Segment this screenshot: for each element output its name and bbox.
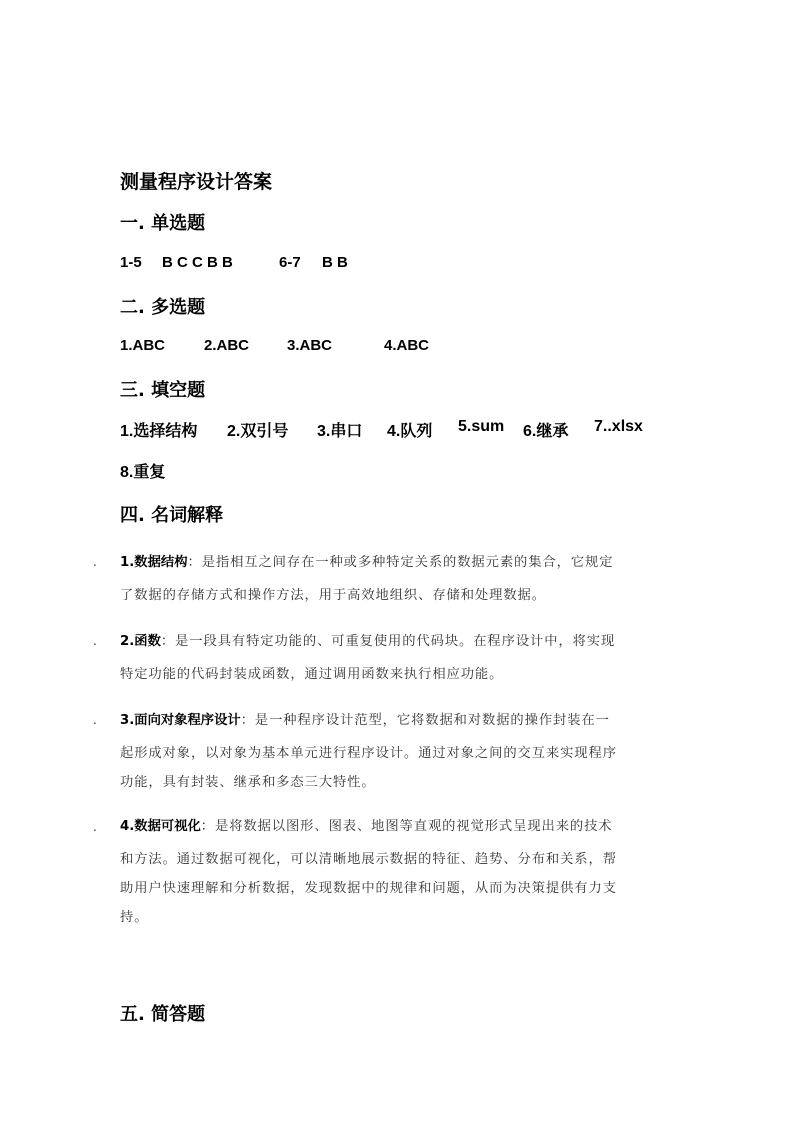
definition-line: 助用户快速理解和分析数据，发现数据中的规律和问题，从而为决策提供有力支 [120, 881, 617, 896]
definition-line: 起形成对象，以对象为基本单元进行程序设计。通过对象之间的交互来实现程序 [120, 746, 617, 761]
list-bullet: . [93, 713, 97, 727]
answer-value: B B [322, 254, 348, 271]
definition-term: 4.数据可视化 [120, 819, 201, 834]
answer-value: 1.选择结构 [120, 423, 198, 440]
answer-range: 6-7 [279, 254, 301, 271]
definition-text: ：是将数据以图形、图表、地图等直观的视觉形式呈现出来的技术 [200, 819, 613, 834]
definition-line [120, 546, 675, 579]
answer-value: 3.ABC [287, 337, 333, 354]
answer-value: 3.串口 [317, 423, 363, 440]
definition-item [120, 810, 675, 934]
answer-value: 4.ABC [384, 337, 430, 354]
answer-value: 6.继承 [523, 423, 569, 440]
document-title: 测量程序设计答案 [120, 171, 273, 193]
definition-line: 特定功能的代码封装成函数，通过调用函数来执行相应功能。 [120, 667, 504, 682]
definition-line: 了数据的存储方式和操作方法，用于高效地组织、存储和处理数据。 [120, 588, 546, 603]
list-bullet: . [93, 634, 97, 648]
answer-value: 7..xlsx [594, 418, 643, 435]
answer-value: 2.ABC [204, 337, 250, 354]
definition-line: 持。 [120, 910, 149, 925]
definition-text: ：是一段具有特定功能的、可重复使用的代码块。在程序设计中，将实现 [160, 634, 616, 649]
definition-line: 功能，具有封装、继承和多态三大特性。 [120, 775, 376, 790]
answer-value: 2.双引号 [227, 423, 289, 440]
answer-value: 1.ABC [120, 337, 166, 354]
definition-text: ：是指相互之间存在一种或多种特定关系的数据元素的集合，它规定 [187, 555, 614, 570]
section-heading-single-choice: 一. 单选题 [120, 213, 206, 234]
definition-line: 和方法。通过数据可视化，可以清晰地展示数据的特征、趋势、分布和关系，帮 [120, 852, 617, 867]
definition-term: 2.函数 [120, 634, 161, 649]
definition-term: 3.面向对象程序设计 [120, 713, 241, 728]
section-heading-multiple-choice: 二. 多选题 [120, 297, 206, 318]
answer-value: 4.队列 [387, 423, 433, 440]
section-heading-fill-in: 三. 填空题 [120, 380, 206, 401]
definition-item [120, 625, 675, 691]
answer-value: B C C B B [162, 254, 233, 271]
definition-term: 1.数据结构 [120, 555, 188, 570]
section-heading-short-answer: 五. 简答题 [120, 1004, 206, 1025]
section-heading-term-definitions: 四. 名词解释 [120, 505, 224, 526]
list-bullet: . [93, 555, 97, 569]
definition-line [120, 625, 675, 658]
answer-value: 8.重复 [120, 464, 166, 481]
definition-item [120, 546, 675, 612]
definition-line [120, 704, 675, 737]
definition-line [120, 810, 675, 843]
definition-text: ：是一种程序设计范型，它将数据和对数据的操作封装在一 [240, 713, 610, 728]
answer-value: 5.sum [458, 418, 505, 435]
answer-range: 1-5 [120, 254, 142, 271]
list-bullet: . [93, 820, 97, 834]
definition-item [120, 704, 675, 799]
